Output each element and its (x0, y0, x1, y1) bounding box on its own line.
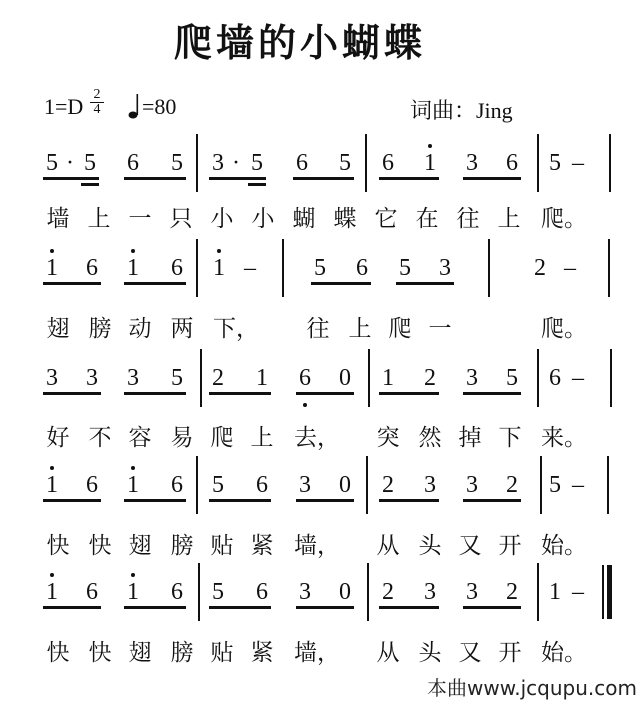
note: 6 (171, 472, 183, 498)
lyric: 墙， (294, 640, 340, 666)
lyric: 爬 (210, 425, 234, 451)
bar-line (196, 239, 198, 297)
lyric: 头 (418, 640, 442, 666)
dotted-rhythm: · (232, 150, 240, 176)
lyric: 蝴 (292, 206, 316, 232)
lyric: 只 (169, 206, 193, 232)
time-top: 2 (93, 87, 101, 102)
time-bottom: 4 (90, 102, 104, 117)
low-octave-dot (303, 403, 307, 407)
bar-line (196, 456, 198, 514)
lyric: 头 (418, 533, 442, 559)
note-dash: – (572, 365, 584, 391)
bar-line (540, 456, 542, 514)
final-bar-line-thick (607, 565, 612, 619)
beam (124, 282, 186, 285)
lyric: 去， (294, 425, 340, 451)
song-title: 爬墙的小蝴蝶 (173, 20, 426, 65)
time-signature (90, 88, 104, 117)
beam-sixteenth (81, 183, 99, 186)
note: 0 (339, 472, 351, 498)
note: 3 (424, 579, 436, 605)
lyric: 不 (88, 425, 112, 451)
bar-line (610, 349, 612, 407)
lyric: 又 (458, 640, 482, 666)
high-octave-dot (131, 466, 135, 470)
lyric: 小 (251, 206, 275, 232)
final-bar-line (602, 565, 604, 619)
lyric: 紧 (250, 640, 274, 666)
lyric: 贴 (210, 640, 234, 666)
beam (43, 392, 101, 395)
lyric: 快 (46, 533, 70, 559)
bar-line (537, 563, 539, 621)
beam (209, 606, 271, 609)
beam (43, 606, 101, 609)
lyric: 从 (376, 640, 400, 666)
note: 5 (212, 579, 224, 605)
note: 1 (46, 579, 58, 605)
note-dash: – (244, 255, 256, 281)
note: 1 (127, 472, 139, 498)
lyric: 翅 (128, 640, 152, 666)
lyric: 两 (170, 316, 194, 342)
note: 1 (46, 472, 58, 498)
lyric: 始。 (541, 640, 587, 666)
beam (463, 499, 521, 502)
note: 2 (506, 579, 518, 605)
note: 5 (314, 255, 326, 281)
beam (43, 499, 101, 502)
beam (296, 606, 354, 609)
lyric: 在 (415, 206, 439, 232)
note: 3 (127, 365, 139, 391)
dotted-rhythm: · (66, 150, 74, 176)
lyric: 贴 (210, 533, 234, 559)
beam-sixteenth (248, 183, 266, 186)
note: 5 (506, 365, 518, 391)
beam (124, 606, 186, 609)
note-dash: – (572, 579, 584, 605)
lyric: 好 (46, 425, 70, 451)
lyric: 来。 (541, 425, 587, 451)
beam (463, 177, 521, 180)
bar-line (365, 134, 367, 192)
lyric: 掉 (458, 425, 482, 451)
lyric: 容 (128, 425, 152, 451)
bar-line (196, 134, 198, 192)
beam (396, 282, 454, 285)
note: 3 (466, 579, 478, 605)
bar-line (282, 239, 284, 297)
lyric: 它 (374, 206, 398, 232)
beam (209, 392, 271, 395)
note: 3 (439, 255, 451, 281)
lyric: 易 (170, 425, 194, 451)
note: 3 (212, 150, 224, 176)
note: 5 (549, 150, 561, 176)
note: 1 (127, 579, 139, 605)
lyric: 爬。 (541, 206, 587, 232)
note: 1 (256, 365, 268, 391)
lyric: 上 (348, 316, 372, 342)
lyric: 动 (128, 316, 152, 342)
lyric: 往 (306, 316, 330, 342)
note: 6 (86, 255, 98, 281)
high-octave-dot (50, 249, 54, 253)
beam (43, 282, 101, 285)
lyric: 一 (428, 316, 452, 342)
high-octave-dot (50, 573, 54, 577)
lyric: 突 (376, 425, 400, 451)
quarter-note-icon (128, 92, 140, 120)
bar-line (367, 563, 369, 621)
note: 5 (212, 472, 224, 498)
beam (209, 499, 271, 502)
lyric: 紧 (250, 533, 274, 559)
lyric: 下， (213, 316, 259, 342)
note: 5 (171, 150, 183, 176)
beam (124, 392, 186, 395)
lyric: 小 (210, 206, 234, 232)
lyric: 始。 (541, 533, 587, 559)
note: 6 (549, 365, 561, 391)
beam (296, 499, 354, 502)
note: 2 (382, 472, 394, 498)
beam (293, 177, 354, 180)
note: 6 (86, 579, 98, 605)
bar-line (368, 349, 370, 407)
lyric: 一 (128, 206, 152, 232)
note: 2 (506, 472, 518, 498)
lyric: 上 (497, 206, 521, 232)
beam (296, 392, 354, 395)
lyric: 然 (418, 425, 442, 451)
beam (463, 392, 521, 395)
note: 0 (339, 579, 351, 605)
beam (209, 177, 266, 180)
note: 2 (382, 579, 394, 605)
lyric: 翅 (46, 316, 70, 342)
lyric: 爬 (388, 316, 412, 342)
note: 6 (356, 255, 368, 281)
beam (124, 177, 186, 180)
lyric: 下 (498, 425, 522, 451)
note: 3 (86, 365, 98, 391)
lyric: 开 (498, 533, 522, 559)
bar-line (607, 456, 609, 514)
beam (311, 282, 371, 285)
high-octave-dot (131, 573, 135, 577)
note: 6 (86, 472, 98, 498)
lyric: 上 (250, 425, 274, 451)
bar-line (366, 456, 368, 514)
beam (379, 392, 439, 395)
note: 1 (549, 579, 561, 605)
note-dash: – (564, 255, 576, 281)
lyric: 从 (376, 533, 400, 559)
note-dash: – (572, 472, 584, 498)
beam (124, 499, 186, 502)
lyric: 膀 (88, 316, 112, 342)
note: 1 (382, 365, 394, 391)
note: 6 (256, 472, 268, 498)
note: 6 (171, 579, 183, 605)
note: 5 (84, 150, 96, 176)
note: 2 (212, 365, 224, 391)
high-octave-dot (217, 249, 221, 253)
note: 2 (534, 255, 546, 281)
note: 1 (213, 255, 225, 281)
note: 6 (171, 255, 183, 281)
lyric: 膀 (170, 640, 194, 666)
lyric: 快 (88, 533, 112, 559)
bar-line (609, 134, 611, 192)
note: 3 (299, 579, 311, 605)
note: 6 (506, 150, 518, 176)
lyric: 又 (458, 533, 482, 559)
high-octave-dot (50, 466, 54, 470)
note: 6 (299, 365, 311, 391)
note: 3 (466, 150, 478, 176)
beam (379, 177, 439, 180)
lyric: 开 (498, 640, 522, 666)
note: 5 (46, 150, 58, 176)
note: 0 (339, 365, 351, 391)
beam (463, 606, 521, 609)
note: 5 (251, 150, 263, 176)
bar-line (537, 134, 539, 192)
note: 2 (424, 365, 436, 391)
beam (379, 606, 439, 609)
lyric: 爬。 (541, 316, 587, 342)
lyric: 快 (46, 640, 70, 666)
bar-line (608, 239, 610, 297)
lyric: 蝶 (333, 206, 357, 232)
high-octave-dot (131, 249, 135, 253)
note: 6 (127, 150, 139, 176)
note: 5 (399, 255, 411, 281)
lyric: 膀 (170, 533, 194, 559)
key-signature: 1=D (44, 94, 84, 119)
note: 3 (424, 472, 436, 498)
note: 5 (339, 150, 351, 176)
note: 1 (46, 255, 58, 281)
note: 5 (171, 365, 183, 391)
note: 1 (424, 150, 436, 176)
note: 1 (127, 255, 139, 281)
note: 6 (256, 579, 268, 605)
lyric: 墙， (294, 533, 340, 559)
lyric: 墙 (46, 206, 70, 232)
tempo-marking: =80 (142, 94, 177, 119)
beam (379, 499, 439, 502)
note: 3 (466, 472, 478, 498)
note-dash: – (572, 150, 584, 176)
note: 3 (46, 365, 58, 391)
note: 6 (382, 150, 394, 176)
credit: 词曲：Jing (410, 98, 513, 123)
lyric: 往 (456, 206, 480, 232)
high-octave-dot (428, 144, 432, 148)
bar-line (488, 239, 490, 297)
lyric: 上 (87, 206, 111, 232)
note: 5 (549, 472, 561, 498)
lyric: 翅 (128, 533, 152, 559)
bar-line (537, 349, 539, 407)
note: 3 (299, 472, 311, 498)
watermark: 本曲www.jcqupu.com (427, 676, 637, 700)
bar-line (198, 563, 200, 621)
note: 3 (466, 365, 478, 391)
bar-line (200, 349, 202, 407)
beam (43, 177, 99, 180)
lyric: 快 (88, 640, 112, 666)
note: 6 (296, 150, 308, 176)
